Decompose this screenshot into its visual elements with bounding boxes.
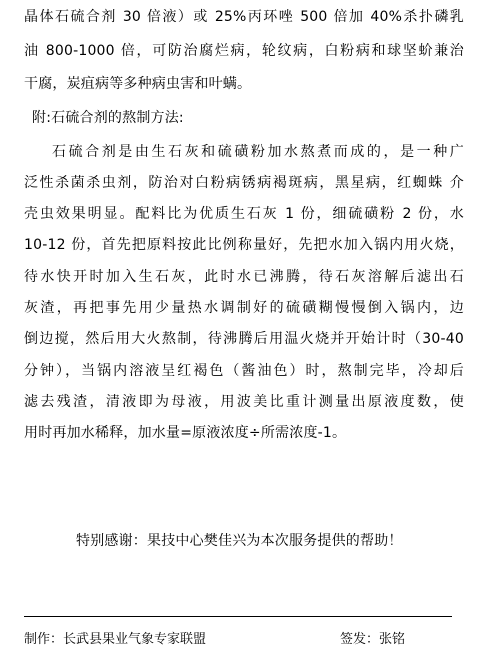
appendix-heading: 附:石硫合剂的熬制方法: [32,110,184,126]
body-line-2: 泛性杀菌杀虫剂，防治对白粉病锈病褐斑病，黑星病，红蜘蛛 介 [24,175,464,191]
body-line-10: 用时再加水稀释，加水量=原液浓度÷所需浓度-1。 [24,425,347,441]
body-line-7: 倒边搅，然后用大火熬制，待沸腾后用温火烧并开始计时（30-40 [24,331,464,347]
footer-divider [24,616,452,617]
footer-producer: 制作：长武县果业气象专家联盟 [24,632,207,647]
intro-line-3: 干腐，炭疽病等多种病虫害和叶螨。 [24,76,252,92]
body-line-5: 待水快开时加入生石灰，此时水已沸腾，待石灰溶解后滤出石 [24,269,464,285]
body-line-8: 分钟），当锅内溶液呈红褐色（酱油色）时，熬制完毕，冷却后 [24,363,464,379]
body-line-6: 灰渣，再把事先用少量热水调制好的硫磺糊慢慢倒入锅内，边 [24,300,464,316]
body-line-1: 石硫合剂是由生石灰和硫磺粉加水熬煮而成的，是一种广 [52,144,464,160]
body-line-4: 10-12 份，首先把原料按此比例称量好，先把水加入锅内用火烧， [24,237,464,253]
intro-line-1: 晶体石硫合剂 30 倍液）或 25%丙环唑 500 倍加 40%杀扑磷乳 [24,9,464,25]
body-line-9: 滤去残渣，清液即为母液，用波美比重计测量出原液度数，使 [24,394,464,410]
intro-line-2: 油 800-1000 倍，可防治腐烂病，轮纹病，白粉病和球坚蚧兼治 [24,43,464,59]
footer-signer: 签发：张铭 [340,632,406,647]
thanks-note: 特别感谢：果技中心樊佳兴为本次服务提供的帮助！ [76,533,403,549]
body-line-3: 壳虫效果明显。配料比为优质生石灰 1 份，细硫磺粉 2 份，水 [24,206,464,222]
